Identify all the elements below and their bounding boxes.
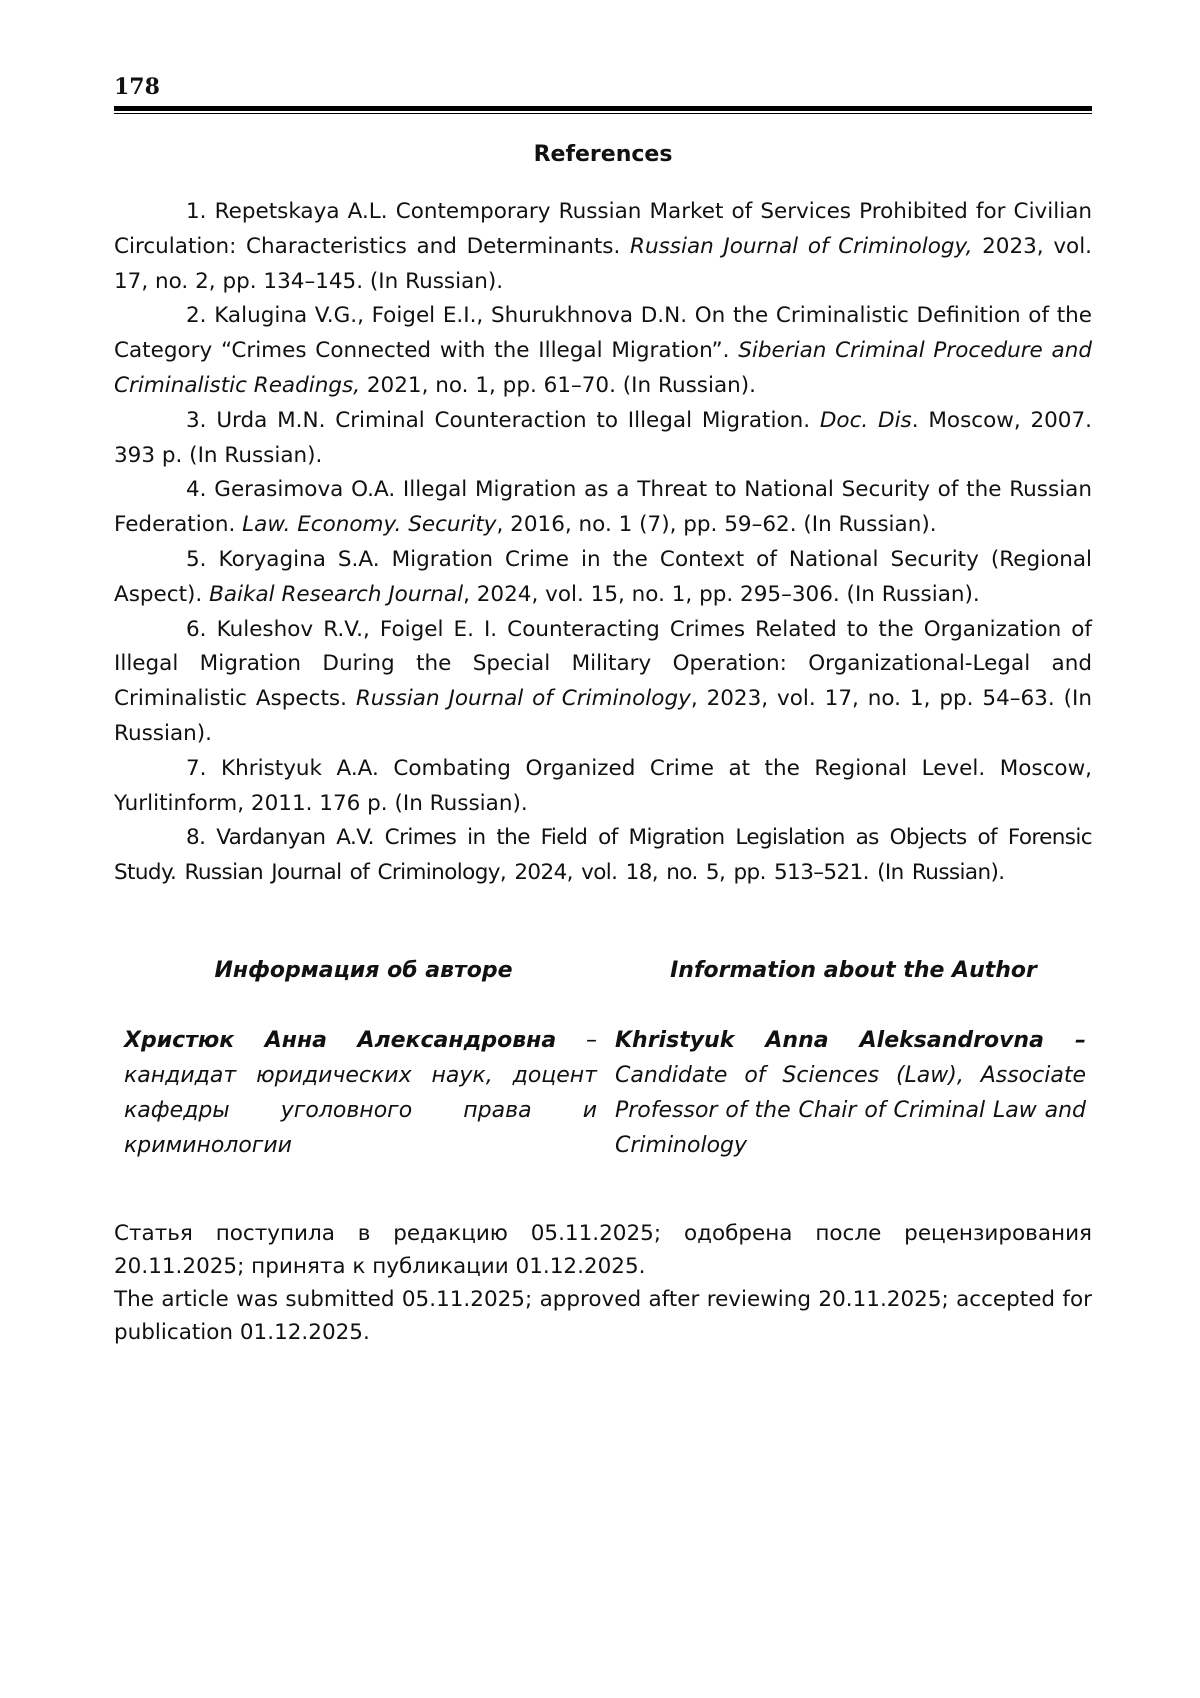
author-heading-en: Information about the Author xyxy=(670,957,1037,983)
author-info-ru xyxy=(114,957,603,1163)
reference-number: 2. xyxy=(186,303,207,329)
author-name-en: Khristyuk Anna Aleksandrovna – xyxy=(615,1027,1086,1053)
reference-journal: Siberian Criminal Procedure and Criminalistic Readings, xyxy=(114,338,1092,398)
reference-text: Koryagina S.A. Migration Crime in the Context of National Security (Regional Aspect). xyxy=(114,546,1092,607)
reference-text: Repetskaya A.L. Contemporary Russian Market of Services Prohibited for Civilian Circulation: Characteristics and Determinants. xyxy=(114,199,1092,259)
header-rule-thin xyxy=(114,113,1092,114)
author-info xyxy=(114,957,1092,1163)
reference-details: , 2024, vol. 15, no. 1, pp. 295–306. (In Russian). xyxy=(463,581,980,607)
reference-item-6 xyxy=(114,613,1092,752)
reference-number: 1. xyxy=(186,199,207,224)
reference-details: , 2016, no. 1 (7), pp. 59–62. (In Russian). xyxy=(496,512,937,538)
reference-journal: Doc. Dis xyxy=(819,407,912,433)
page-number: 178 xyxy=(114,74,160,100)
reference-journal: Russian Journal of Criminology xyxy=(355,686,691,712)
reference-number: 6. xyxy=(186,616,207,642)
references-list xyxy=(114,195,1092,891)
submission-dates xyxy=(114,1217,1092,1349)
submission-dates-ru: Статья поступила в редакцию 05.11.2025; одобрена после рецензирования 20.11.2025; принята к публикации 01.12.2025. xyxy=(114,1220,1092,1279)
reference-journal: Law. Economy. Security xyxy=(242,512,497,538)
reference-text: Kuleshov R.V., Foigel E. I. Counteracting Crimes Related to the Organization of Illegal Migration During the Special Military Operation: Organizational-Legal and Criminalistic Aspects. xyxy=(114,616,1092,712)
reference-item-4 xyxy=(114,473,1092,543)
reference-number: 3. xyxy=(186,407,207,433)
author-description-ru: – кандидат юридических наук, доцент кафедры уголовного права и криминологии xyxy=(124,1027,597,1158)
references-heading: References xyxy=(533,142,673,167)
author-info-en xyxy=(603,957,1092,1163)
reference-text: Khristyuk A.A. Combating Organized Crime at the Regional Level. Moscow, Yurlitinform, 2011. 176 p. (In Russian). xyxy=(114,755,1092,816)
reference-item-8 xyxy=(114,821,1092,891)
reference-number: 7. xyxy=(186,755,207,781)
header-rule-thick xyxy=(114,106,1092,111)
reference-text: Urda M.N. Criminal Counteraction to Illegal Migration. xyxy=(216,407,811,433)
reference-number: 5. xyxy=(186,546,207,572)
reference-number: 8. xyxy=(186,825,206,851)
reference-number: 4. xyxy=(186,477,207,503)
submission-dates-en: The article was submitted 05.11.2025; approved after reviewing 20.11.2025; accepted for publication 01.12.2025. xyxy=(114,1286,1092,1345)
reference-item-7 xyxy=(114,752,1092,822)
reference-item-1 xyxy=(114,195,1092,299)
reference-journal: Russian Journal of Criminology, xyxy=(630,233,973,259)
reference-details: 2023, vol. 17, no. 2, pp. 134–145. (In Russian). xyxy=(114,233,1093,294)
reference-details: 2021, no. 1, pp. 61–70. (In Russian). xyxy=(366,372,756,398)
reference-details: , 2023, vol. 17, no. 1, pp. 54–63. (In Russian). xyxy=(114,686,1092,746)
reference-details: . Moscow, 2007. 393 p. (In Russian). xyxy=(114,407,1093,468)
author-description-en: Candidate of Sciences (Law), Associate Professor of the Chair of Criminal Law and Criminology xyxy=(615,1062,1086,1158)
author-name-ru: Христюк Анна Александровна xyxy=(124,1027,557,1053)
reference-text: Kalugina V.G., Foigel E.I., Shurukhnova D.N. On the Criminalistic Definition of the Category “Crimes Connected with the Illegal Migration”. xyxy=(114,303,1092,364)
author-heading-ru: Информация об авторе xyxy=(214,957,513,983)
reference-item-2 xyxy=(114,299,1092,403)
reference-item-5 xyxy=(114,543,1092,613)
page xyxy=(114,70,1092,1349)
reference-item-3 xyxy=(114,404,1092,474)
reference-text: Vardanyan A.V. Crimes in the Field of Migration Legislation as Objects of Forensic Study. Russian Journal of Criminology, 2024, vol. 18, no. 5, pp. 513–521. (In Russian). xyxy=(114,825,1092,886)
reference-text: Gerasimova O.A. Illegal Migration as a Threat to National Security of the Russian Federation. xyxy=(114,477,1092,538)
author-text-ru xyxy=(124,1023,603,1163)
author-text-en xyxy=(615,1023,1092,1163)
reference-journal: Baikal Research Journal xyxy=(209,581,464,607)
